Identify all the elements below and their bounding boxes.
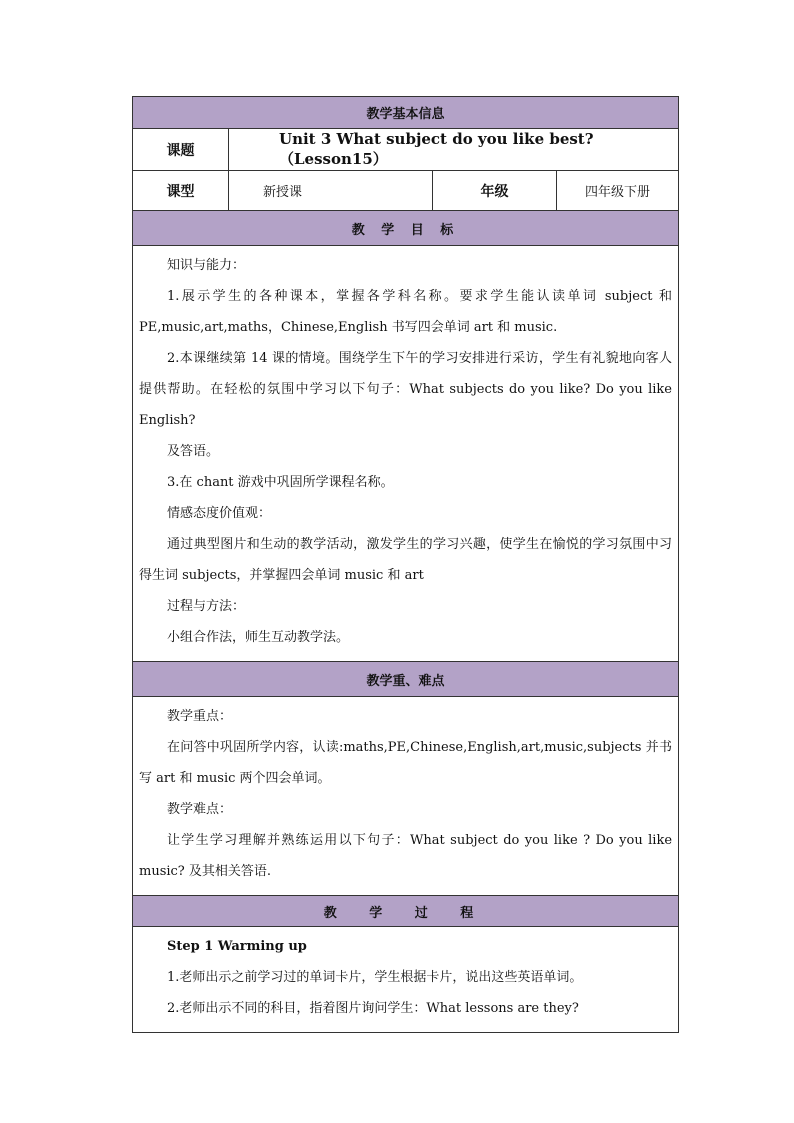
lesson-plan-table	[132, 96, 679, 1033]
objective-item-1: 1.展示学生的各种课本，掌握各学科名称。要求学生能认读单词 subject 和 PE,music,art,maths，Chinese,English 书写四会单词 art 和 music.	[139, 289, 673, 335]
topic-value: Unit 3 What subject do you like best?（Lesson15）	[229, 129, 679, 171]
objective-item-3: 3.在 chant 游戏中巩固所学课程名称。	[167, 475, 394, 490]
topic-label: 课题	[133, 129, 229, 171]
focus-text: 在问答中巩固所学内容，认读:maths,PE,Chinese,English,art,music,subjects 并书写 art 和 music 两个四会单词。	[139, 740, 673, 786]
grade-label: 年级	[433, 171, 557, 211]
difficulty-text: 让学生学习理解并熟练运用以下句子：What subject do you like ? Do you like music? 及其相关答语.	[139, 833, 673, 879]
objective-item-2-tail: 及答语。	[167, 444, 220, 459]
process-label: 过程与方法：	[167, 599, 246, 614]
procedure-body	[133, 927, 679, 1033]
key-points-body	[133, 697, 679, 896]
step1-item-2: 2.老师出示不同的科目，指着图片询问学生：What lessons are they?	[167, 1001, 579, 1016]
step1-title: Step 1 Warming up	[167, 939, 307, 954]
process-text: 小组合作法，师生互动教学法。	[167, 630, 350, 645]
difficulty-label: 教学难点：	[167, 802, 233, 817]
objectives-body	[133, 246, 679, 662]
grade-value: 四年级下册	[557, 171, 679, 211]
key-points-header: 教学重、难点	[133, 662, 679, 697]
type-label: 课型	[133, 171, 229, 211]
type-value: 新授课	[229, 171, 433, 211]
knowledge-label: 知识与能力：	[167, 258, 246, 273]
emotion-text: 通过典型图片和生动的教学活动，激发学生的学习兴趣，使学生在愉悦的学习氛围中习得生词 subjects，并掌握四会单词 music 和 art	[139, 537, 673, 583]
basic-info-header: 教学基本信息	[133, 97, 679, 129]
emotion-label: 情感态度价值观：	[167, 506, 272, 521]
procedure-header: 教 学 过 程	[133, 896, 679, 927]
objectives-header: 教 学 目 标	[133, 211, 679, 246]
step1-item-1: 1.老师出示之前学习过的单词卡片，学生根据卡片，说出这些英语单词。	[167, 970, 583, 985]
focus-label: 教学重点：	[167, 709, 233, 724]
objective-item-2: 2.本课继续第 14 课的情境。围绕学生下午的学习安排进行采访，学生有礼貌地向客人提供帮助。在轻松的氛围中学习以下句子：What subjects do you like? Do you like English?	[139, 351, 673, 428]
